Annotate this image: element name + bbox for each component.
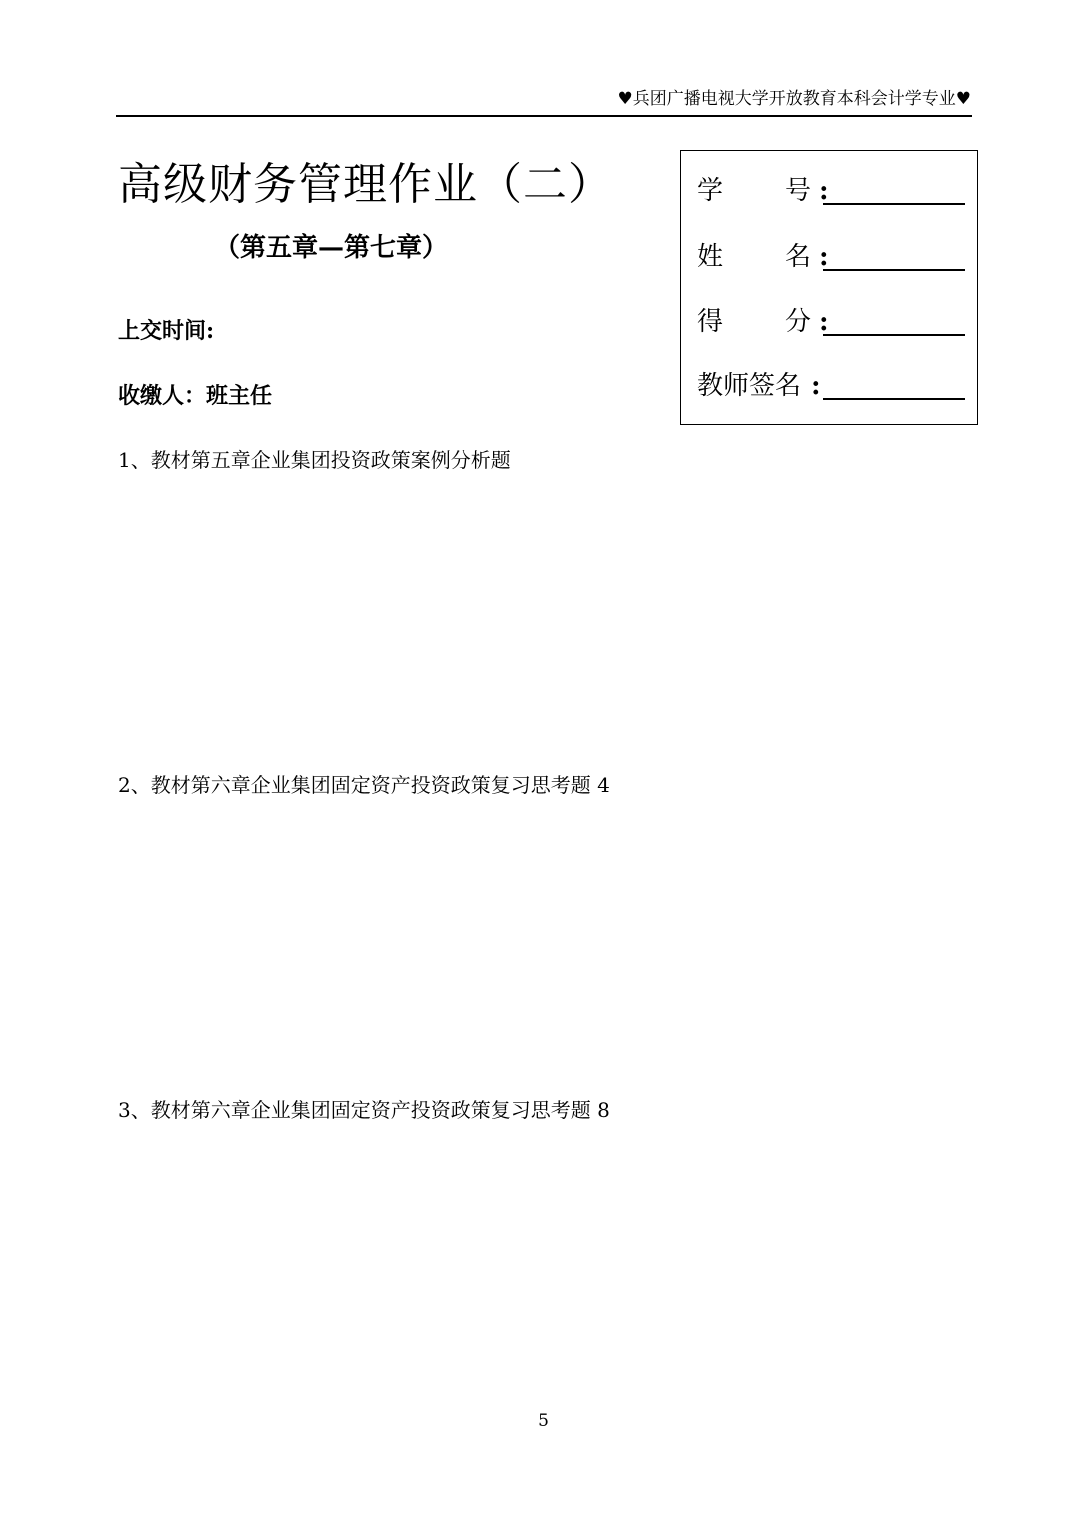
teacher-signature-label: 教师签名	[697, 371, 802, 401]
page-title: 高级财务管理作业（二）	[118, 159, 613, 210]
name-colon: :	[819, 242, 829, 272]
teacher-signature-blank[interactable]	[823, 398, 965, 400]
student-id-colon: :	[819, 176, 829, 206]
question-1: 1、教材第五章企业集团投资政策案例分析题	[118, 448, 511, 472]
name-label-char2: 名	[785, 242, 812, 272]
student-id-label-char2: 号	[785, 176, 812, 206]
student-info-box	[680, 150, 978, 425]
teacher-signature-colon: :	[811, 371, 821, 401]
score-blank[interactable]	[823, 334, 965, 336]
score-label-char2: 分	[785, 307, 812, 337]
student-id-label-char1: 学	[697, 176, 724, 206]
question-3: 3、教材第六章企业集团固定资产投资政策复习思考题 8	[118, 1098, 610, 1122]
chapter-range-subtitle: （第五章—第七章）	[214, 233, 449, 263]
name-label-char1: 姓	[697, 242, 724, 272]
score-label-char1: 得	[697, 307, 724, 337]
collector-label: 收缴人：班主任	[118, 383, 273, 409]
submit-time-label: 上交时间:	[118, 318, 215, 344]
question-2: 2、教材第六章企业集团固定资产投资政策复习思考题 4	[118, 773, 610, 797]
page-number: 5	[538, 1411, 549, 1431]
student-id-blank[interactable]	[823, 203, 965, 205]
name-blank[interactable]	[823, 269, 965, 271]
score-colon: :	[819, 307, 829, 337]
page-header: ♥兵团广播电视大学开放教育本科会计学专业♥	[617, 89, 971, 109]
header-rule	[116, 115, 972, 117]
